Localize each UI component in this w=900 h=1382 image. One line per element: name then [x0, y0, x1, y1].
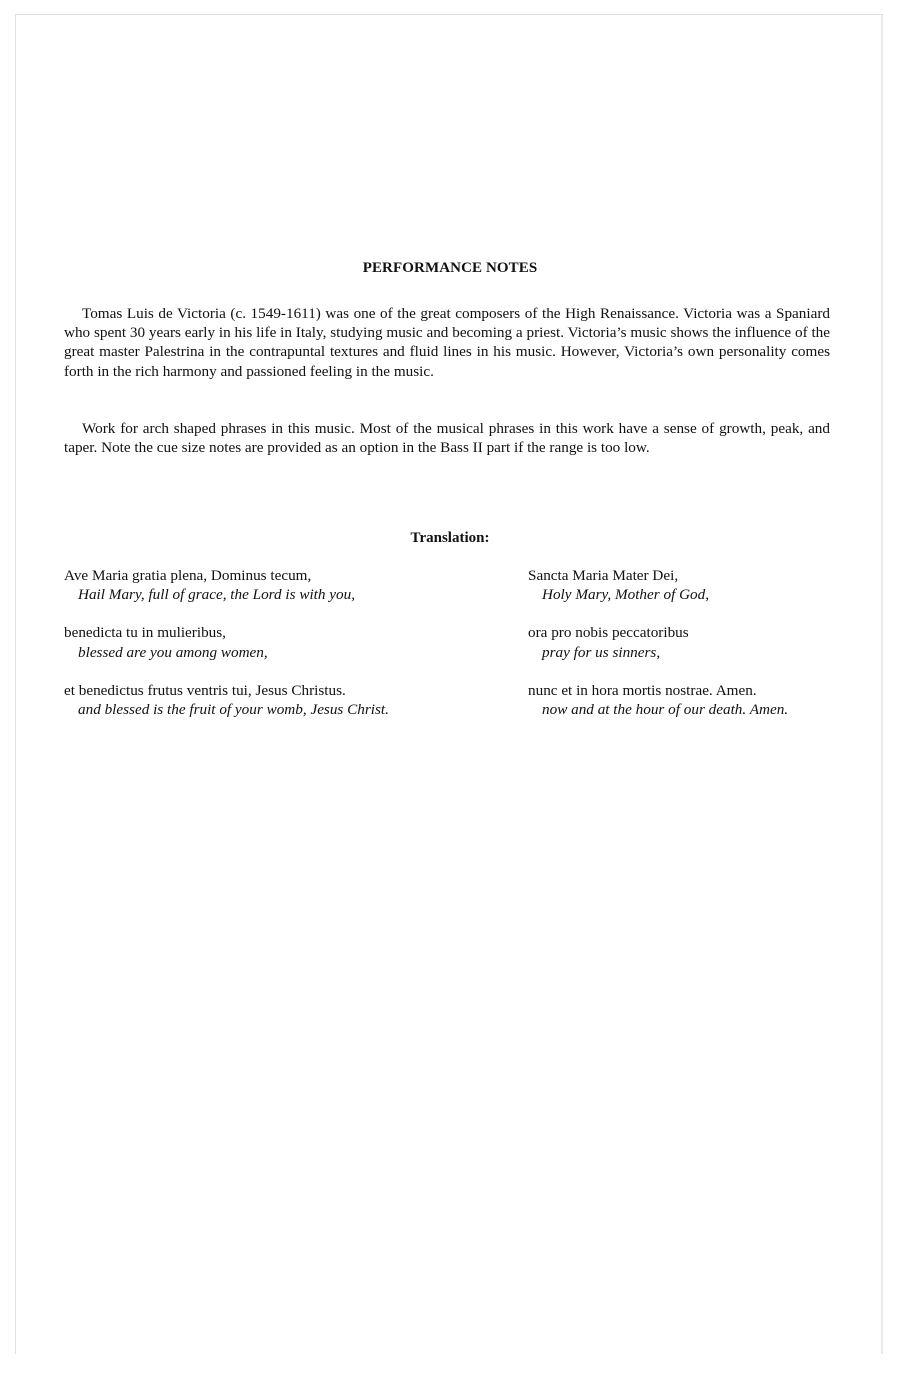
translation-column-right	[528, 566, 858, 738]
translation-pair	[64, 566, 484, 604]
translation-pair	[528, 566, 858, 604]
latin-line: Sancta Maria Mater Dei,	[528, 567, 679, 584]
translation-pair	[64, 623, 484, 661]
english-line: now and at the hour of our death. Amen.	[542, 701, 789, 719]
english-line: blessed are you among women,	[78, 643, 268, 661]
english-line: and blessed is the fruit of your womb, Jesus Christ.	[78, 701, 389, 719]
english-line: pray for us sinners,	[542, 643, 661, 661]
translation-pair	[528, 623, 858, 661]
latin-line: benedicta tu in mulieribus,	[64, 624, 226, 642]
translation-pair	[64, 681, 484, 719]
translation-column-left	[64, 566, 484, 738]
biography-paragraph: Tomas Luis de Victoria (c. 1549-1611) was one of the great composers of the High Renaissance. Victoria was a Spaniard who spent 30 years early in his life in Italy, studying music and becoming a priest. Victoria’s music shows the influence of the great master Palestrina in the contrapuntal textures and fluid lines in his music. However, Victoria’s own personality comes forth in the rich harmony and passioned feeling in the music.	[64, 305, 830, 380]
latin-line: ora pro nobis peccatoribus	[528, 624, 689, 642]
performance-paragraph: Work for arch shaped phrases in this music. Most of the musical phrases in this work have a sense of growth, peak, and taper. Note the cue size notes are provided as an option in the Bass II part if the range is too low.	[64, 420, 830, 457]
translation-heading: Translation:	[410, 530, 490, 546]
english-line: Hail Mary, full of grace, the Lord is with you,	[78, 586, 356, 604]
latin-line: Ave Maria gratia plena, Dominus tecum,	[64, 567, 312, 584]
latin-line: et benedictus frutus ventris tui, Jesus Christus.	[64, 681, 346, 699]
page-title: PERFORMANCE NOTES	[362, 260, 538, 276]
english-line: Holy Mary, Mother of God,	[542, 586, 710, 604]
translation-pair	[528, 681, 858, 719]
latin-line: nunc et in hora mortis nostrae. Amen.	[528, 681, 757, 699]
